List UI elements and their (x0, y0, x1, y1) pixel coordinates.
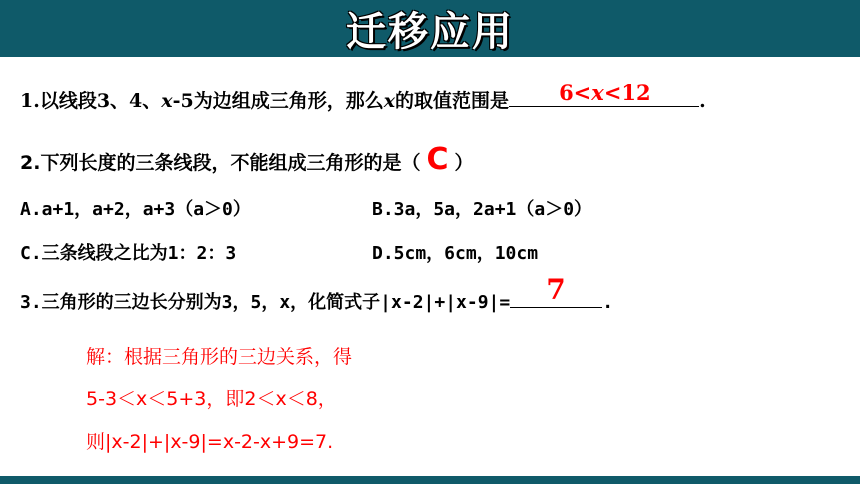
q1-answer (559, 80, 651, 105)
solution-line-2: 5-3＜x＜5+3，即2＜x＜8， (86, 388, 337, 410)
q2-text: 2.下列长度的三条线段，不能组成三角形的是（ (20, 152, 421, 174)
q3-answer-blank (510, 273, 602, 308)
solution-line-3: 则|x-2|+|x-9|=x-2-x+9=7. (86, 431, 334, 453)
option-d: D.5cm，6cm，10cm (372, 243, 539, 264)
q1-answer-var: x (591, 80, 604, 105)
footer-bar (0, 476, 860, 484)
option-b: B.3a，5a，2a+1（a＞0） (372, 199, 593, 220)
q1-answer-post: <12 (603, 80, 651, 105)
q1-var2: x (383, 90, 396, 112)
q1-mid: -5为边组成三角形，那么 (172, 90, 384, 112)
solution-line-1: 解：根据三角形的三边关系，得 (86, 346, 353, 368)
question-1 (20, 80, 706, 113)
q3-text: 3.三角形的三边长分别为3，5，x，化简式子|x-2|+|x-9|= (20, 292, 511, 313)
q1-answer-blank (509, 80, 699, 107)
q1-prefix: 1.以线段3、4、 (20, 90, 162, 112)
q1-end: . (699, 90, 706, 112)
q1-answer-pre: 6< (559, 80, 592, 105)
q3-answer: 7 (546, 273, 566, 306)
q3-end: . (602, 292, 614, 313)
q1-var1: x (161, 90, 173, 112)
q2-close: ） (454, 152, 474, 174)
question-3 (20, 273, 614, 314)
q1-suffix: 的取值范围是 (395, 90, 510, 112)
page-title: 迁移应用 (346, 9, 514, 55)
q2-answer: C (426, 142, 449, 177)
question-2 (20, 142, 474, 177)
option-c: C.三条线段之比为1：2：3 (20, 243, 237, 264)
option-a: A.a+1，a+2，a+3（a＞0） (20, 199, 251, 220)
